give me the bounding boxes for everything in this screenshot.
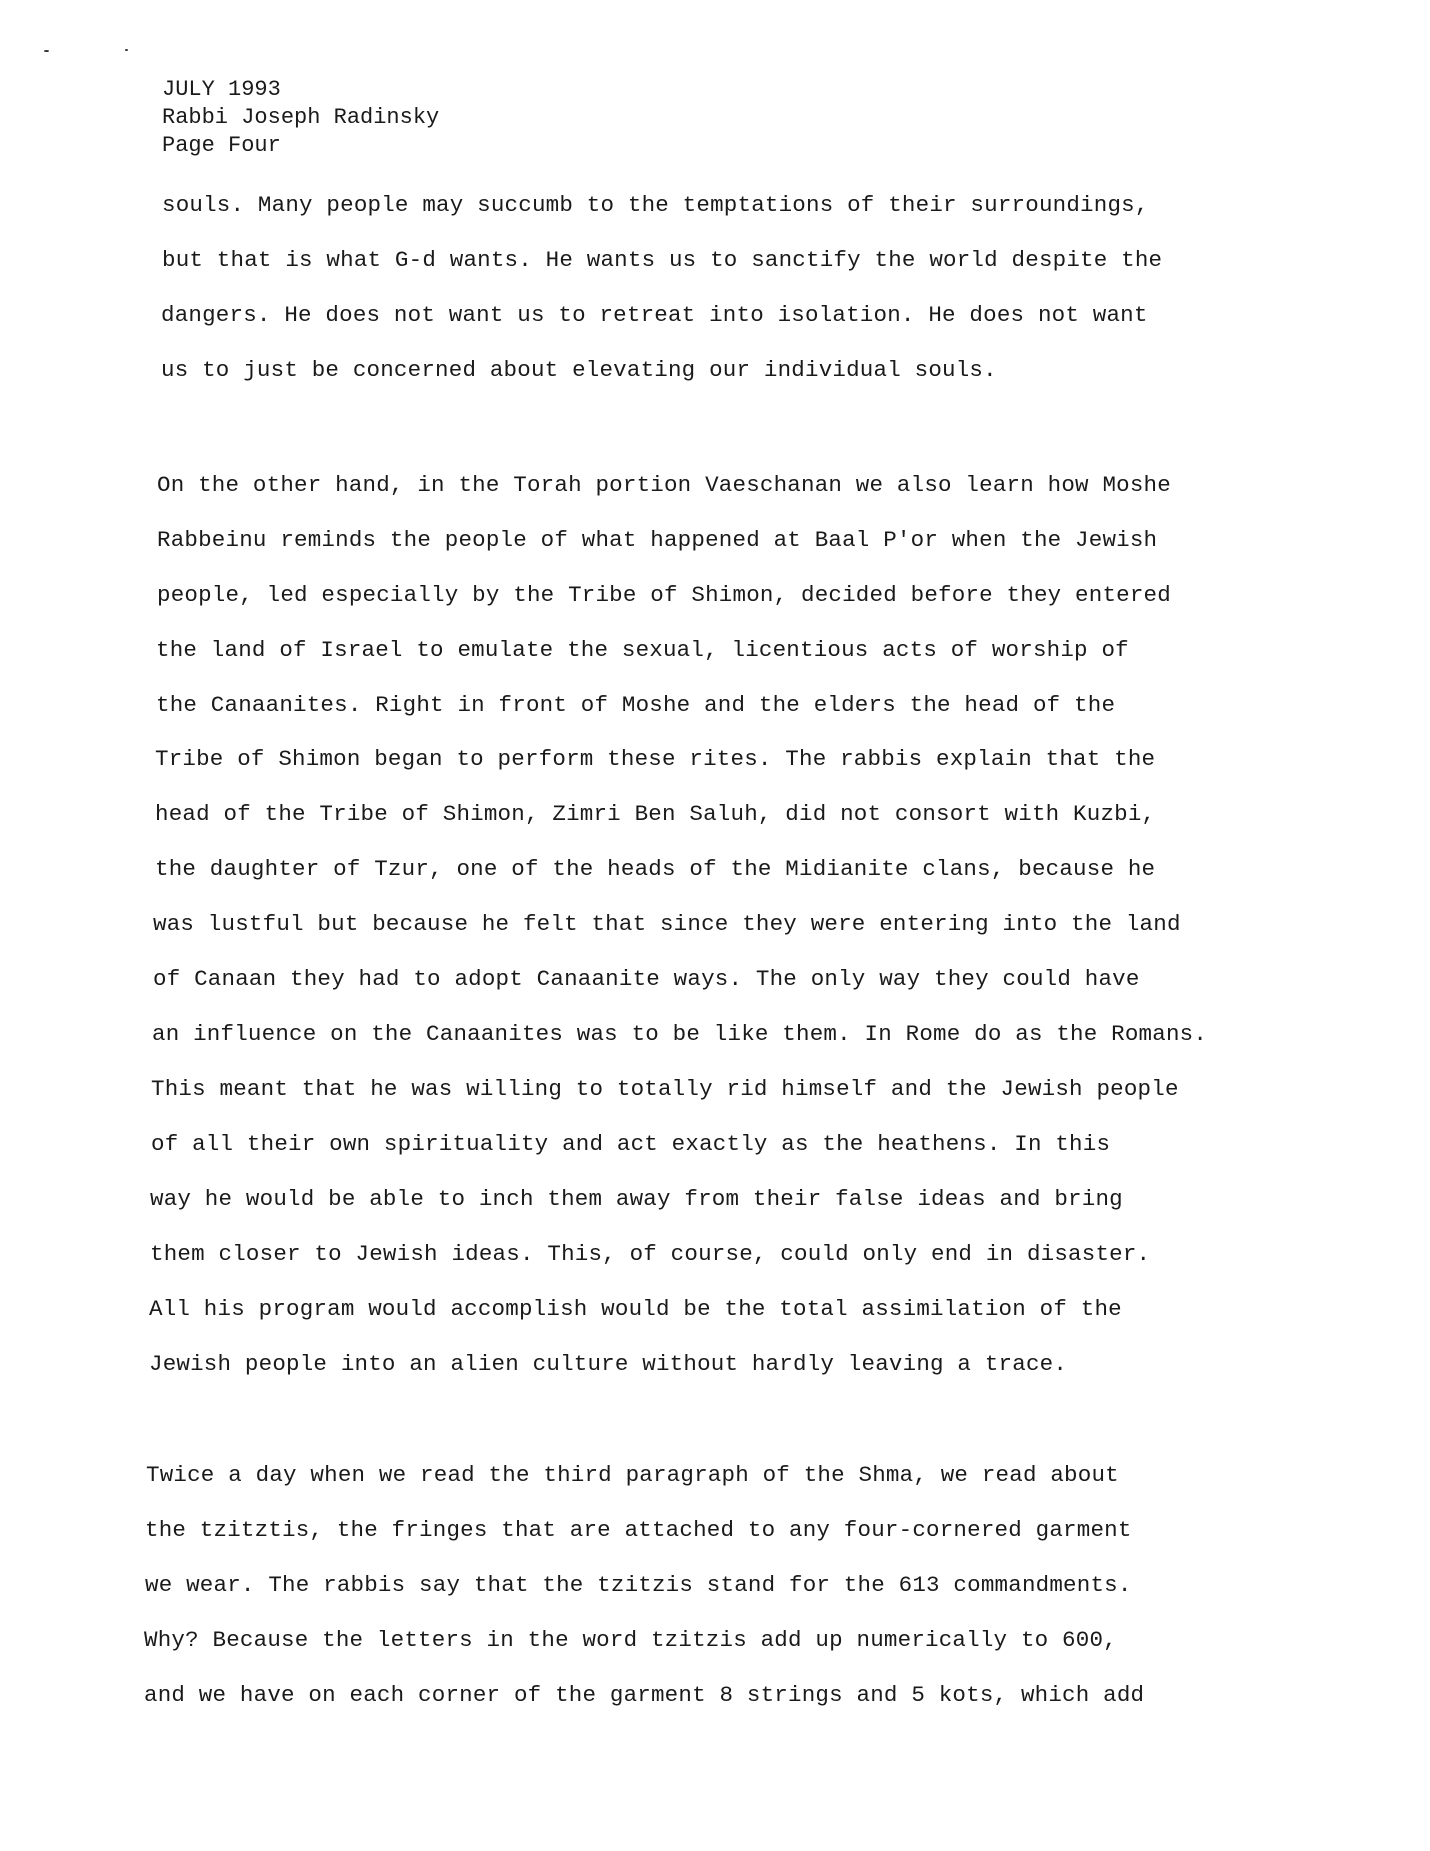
text-line: of all their own spirituality and act exactly as the heathens. In this — [151, 1131, 1111, 1157]
text-line: Jewish people into an alien culture without hardly leaving a trace. — [149, 1351, 1068, 1377]
text-line: the land of Israel to emulate the sexual, licentious acts of worship of — [156, 637, 1129, 663]
header-page-number: Page Four — [162, 133, 281, 158]
text-line: dangers. He does not want us to retreat into isolation. He does not want — [161, 302, 1148, 328]
text-line: an influence on the Canaanites was to be like them. In Rome do as the Romans. — [152, 1021, 1208, 1047]
text-line: of Canaan they had to adopt Canaanite ways. The only way they could have — [153, 966, 1140, 992]
text-line: but that is what G-d wants. He wants us to sanctify the world despite the — [162, 247, 1163, 273]
scan-speck — [44, 50, 49, 52]
text-line: was lustful but because he felt that since they were entering into the land — [153, 911, 1181, 937]
text-line: All his program would accomplish would be the total assimilation of the — [149, 1296, 1122, 1322]
document-header — [162, 76, 439, 160]
text-line: On the other hand, in the Torah portion Vaeschanan we also learn how Moshe — [157, 472, 1171, 498]
text-line: way he would be able to inch them away from their false ideas and bring — [150, 1186, 1123, 1212]
text-line: head of the Tribe of Shimon, Zimri Ben Saluh, did not consort with Kuzbi, — [155, 801, 1156, 827]
text-line: we wear. The rabbis say that the tzitzis stand for the 613 commandments. — [145, 1572, 1132, 1598]
text-line: the daughter of Tzur, one of the heads of the Midianite clans, because he — [155, 856, 1156, 882]
text-line: people, led especially by the Tribe of Shimon, decided before they entered — [157, 582, 1171, 608]
text-line: Why? Because the letters in the word tzitzis add up numerically to 600, — [144, 1627, 1117, 1653]
text-line: Tribe of Shimon began to perform these rites. The rabbis explain that the — [155, 746, 1156, 772]
text-line: This meant that he was willing to totally rid himself and the Jewish people — [151, 1076, 1179, 1102]
text-line: Twice a day when we read the third paragraph of the Shma, we read about — [146, 1462, 1119, 1488]
header-date: JULY 1993 — [162, 77, 281, 102]
text-line: us to just be concerned about elevating our individual souls. — [161, 357, 997, 383]
header-author: Rabbi Joseph Radinsky — [162, 105, 440, 130]
text-line: Rabbeinu reminds the people of what happened at Baal P'or when the Jewish — [157, 527, 1158, 553]
text-line: the Canaanites. Right in front of Moshe and the elders the head of the — [156, 692, 1116, 718]
text-line: souls. Many people may succumb to the temptations of their surroundings, — [162, 192, 1149, 218]
scan-speck — [125, 49, 128, 51]
text-line: them closer to Jewish ideas. This, of course, could only end in disaster. — [150, 1241, 1151, 1267]
text-line: the tzitztis, the fringes that are attached to any four-cornered garment — [145, 1517, 1132, 1543]
text-line: and we have on each corner of the garment 8 strings and 5 kots, which add — [144, 1682, 1145, 1708]
